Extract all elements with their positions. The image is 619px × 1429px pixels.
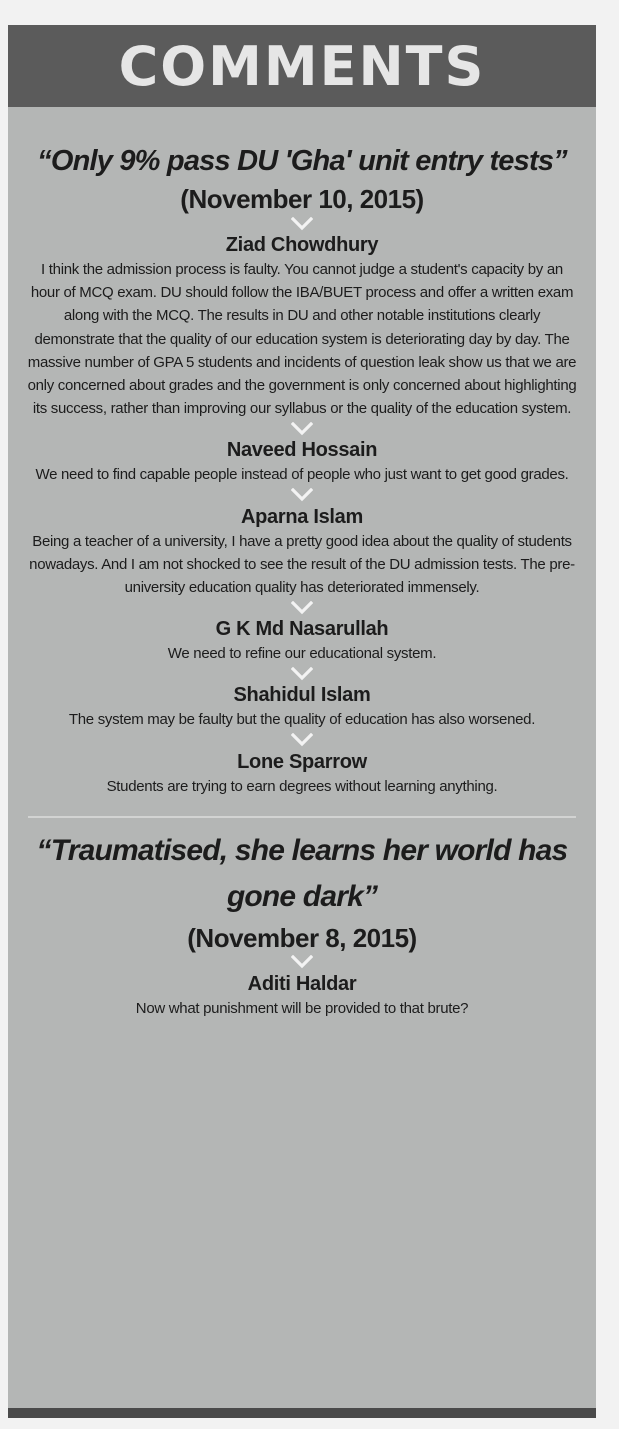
comment — [26, 437, 578, 486]
comment-text: I think the admission process is faulty. You cannot judge a student's capacity by an hour of MCQ exam. DU should follow the IBA/BUET process and offer a written exam along with the MCQ. The results in DU and other notable institutions clearly demonstrate that the quality of our education system is deteriorating day by day. The massive number of GPA 5 students and incidents of question leak show us that we are only concerned about grades and the government is only concerned about highlighting its success, rather than improving our syllabus or the quality of the education system. — [27, 261, 577, 418]
comment-author: Aditi Haldar — [247, 972, 357, 995]
comment-author: G K Md Nasarullah — [215, 618, 389, 641]
chevron-down-icon — [26, 599, 578, 616]
article-divider — [28, 816, 576, 818]
comment — [26, 616, 578, 665]
comment-author: Shahidul Islam — [233, 684, 371, 707]
article-title: “Traumatised, she learns her world has gone dark” — [36, 833, 568, 913]
comment — [26, 971, 578, 1020]
article-block — [8, 828, 596, 1020]
comment-author: Aparna Islam — [240, 505, 363, 528]
article-date: (November 10, 2015) — [180, 184, 424, 214]
comment-text: Students are trying to earn degrees without learning anything. — [106, 777, 498, 795]
article-date: (November 8, 2015) — [187, 922, 417, 953]
comment-text: Now what punishment will be provided to that brute? — [135, 999, 469, 1017]
chevron-down-icon — [26, 665, 578, 682]
article-title: “Only 9% pass DU 'Gha' unit entry tests” — [37, 145, 567, 177]
comment — [26, 682, 578, 731]
header-title: COMMENTS — [118, 34, 486, 98]
comment-author: Lone Sparrow — [237, 750, 367, 773]
chevron-down-icon — [26, 420, 578, 437]
chevron-down-icon — [26, 954, 578, 971]
article-block — [8, 141, 596, 798]
comment-text: We need to refine our educational system. — [167, 645, 437, 663]
comment-author: Naveed Hossain — [226, 439, 378, 462]
chevron-down-icon — [26, 215, 578, 232]
comment — [26, 749, 578, 798]
chevron-down-icon — [26, 732, 578, 749]
comment-author: Ziad Chowdhury — [225, 234, 379, 256]
comment-text: We need to find capable people instead of people who just want to get good grades. — [35, 466, 569, 484]
comment-text: The system may be faulty but the quality of education has also worsened. — [68, 711, 536, 729]
comments-header — [8, 25, 596, 107]
comment — [26, 232, 578, 420]
chevron-down-icon — [26, 487, 578, 504]
comment-text: Being a teacher of a university, I have a pretty good idea about the quality of students nowadays. And I am not shocked to see the result of the DU admission tests. The pre-university education quality has deteriorated immensely. — [29, 532, 575, 597]
comments-panel — [8, 25, 596, 1418]
comment — [26, 504, 578, 600]
footer-bar — [8, 1408, 596, 1418]
articles-list — [8, 141, 596, 1020]
